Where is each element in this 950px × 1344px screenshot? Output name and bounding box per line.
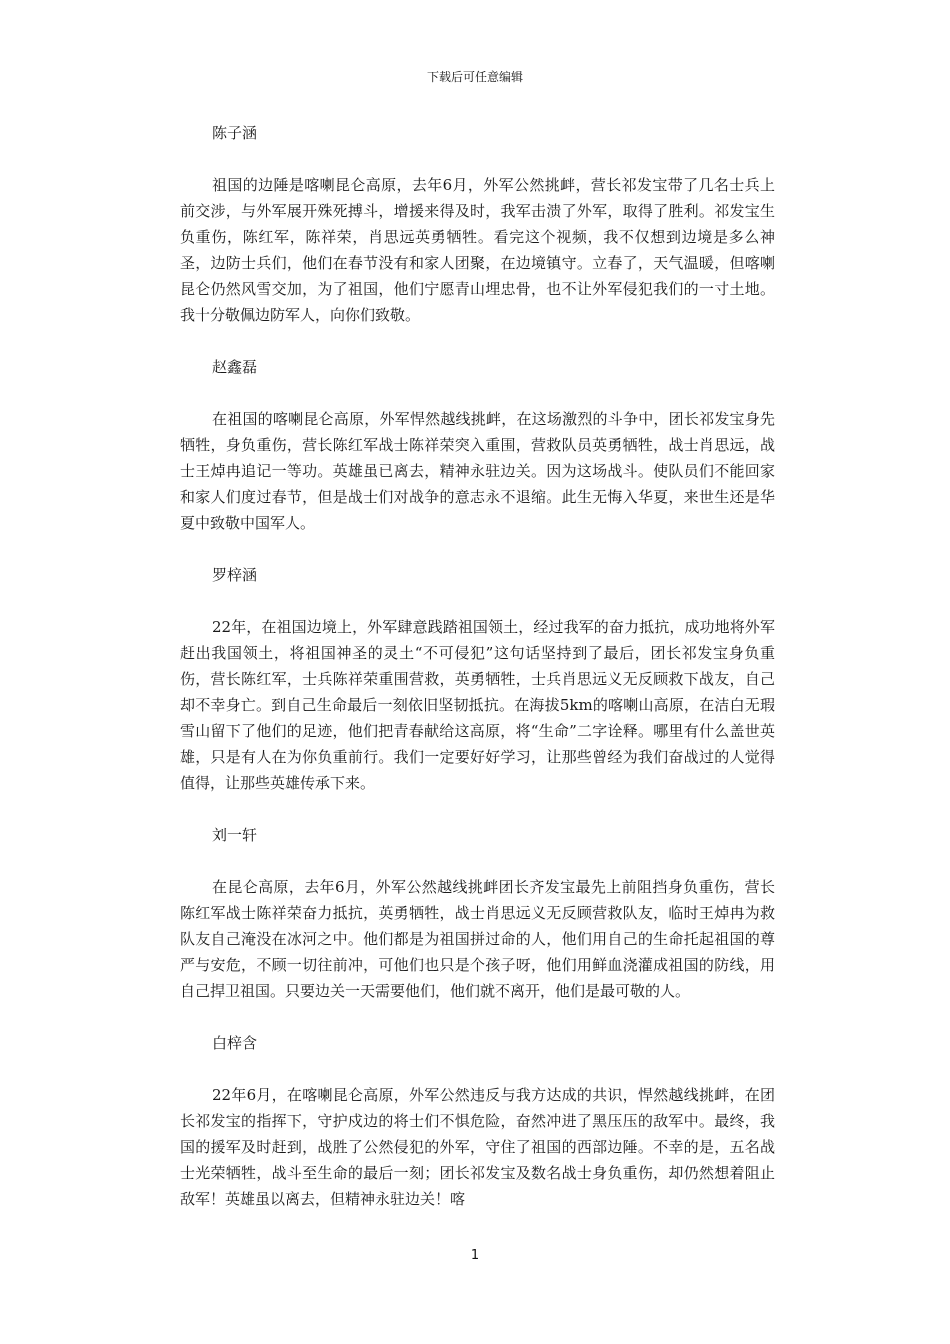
essay-section xyxy=(180,354,775,536)
page-number: 1 xyxy=(470,1248,480,1263)
essay-section xyxy=(180,120,775,328)
author-name: 刘一轩 xyxy=(212,826,258,844)
essay-paragraph: 祖国的边陲是喀喇昆仑高原，去年6月，外军公然挑衅，营长祁发宝带了几名士兵上前交涉，与外军展开殊死搏斗，增援来得及时，我军击溃了外军，取得了胜利。祁发宝生负重伤，陈红军，陈祥荣，肖思远英勇牺牲。看完这个视频，我不仅想到边境是多么神圣，边防士兵们，他们在春节没有和家人团聚，在边境镇守。立春了，天气温暖，但喀喇昆仑仍然风雪交加，为了祖国，他们宁愿青山埋忠骨，也不让外军侵犯我们的一寸土地。我十分敬佩边防军人，向你们致敬。 xyxy=(180,176,775,324)
essay-paragraph: 22年，在祖国边境上，外军肆意践踏祖国领土，经过我军的奋力抵抗，成功地将外军赶出我国领土，将祖国神圣的灵土“不可侵犯”这句话坚持到了最后，团长祁发宝身负重伤，营长陈红军，士兵陈祥荣重围营救，英勇牺牲，士兵肖思远义无反顾救下战友，自己却不幸身亡。到自己生命最后一刻依旧坚韧抵抗。在海拔5km的喀喇山高原，在洁白无瑕雪山留下了他们的足迹，他们把青春献给这高原，将“生命”二字诠释。哪里有什么盖世英雄，只是有人在为你负重前行。我们一定要好好学习，让那些曾经为我们奋战过的人觉得值得，让那些英雄传承下来。 xyxy=(180,618,775,792)
author-name: 白梓含 xyxy=(212,1034,258,1052)
author-name: 赵鑫磊 xyxy=(212,358,258,376)
essay-paragraph: 在昆仑高原，去年6月，外军公然越线挑衅团长齐发宝最先上前阻挡身负重伤，营长陈红军战士陈祥荣奋力抵抗，英勇牺牲，战士肖思远义无反顾营救队友，临时王焯冉为救队友自己淹没在冰河之中。他们都是为祖国拼过命的人，他们用自己的生命托起祖国的尊严与安危，不顾一切往前冲，可他们也只是个孩子呀，他们用鲜血浇灌成祖国的防线，用自己捍卫祖国。只要边关一天需要他们，他们就不离开，他们是最可敬的人。 xyxy=(180,878,775,1000)
author-name: 罗梓涵 xyxy=(212,566,258,584)
document-body xyxy=(180,120,775,1238)
essay-section xyxy=(180,822,775,1004)
essay-paragraph: 22年6月，在喀喇昆仑高原，外军公然违反与我方达成的共识，悍然越线挑衅，在团长祁发宝的指挥下，守护戍边的将士们不惧危险，奋然冲进了黑压压的敌军中。最终，我国的援军及时赶到，战胜了公然侵犯的外军，守住了祖国的西部边陲。不幸的是，五名战士光荣牺牲，战斗至生命的最后一刻；团长祁发宝及数名战士身负重伤，却仍然想着阻止敌军！英雄虽以离去，但精神永驻边关！喀 xyxy=(180,1086,775,1208)
author-name: 陈子涵 xyxy=(212,124,258,142)
essay-section xyxy=(180,1030,775,1212)
essay-paragraph: 在祖国的喀喇昆仑高原，外军悍然越线挑衅，在这场激烈的斗争中，团长祁发宝身先牺牲，身负重伤，营长陈红军战士陈祥荣突入重围，营救队员英勇牺牲，战士肖思远，战士王焯冉追记一等功。英雄虽已离去，精神永驻边关。因为这场战斗。使队员们不能回家和家人们度过春节，但是战士们对战争的意志永不退缩。此生无悔入华夏，来世生还是华夏中致敬中国军人。 xyxy=(180,410,775,532)
essay-section xyxy=(180,562,775,796)
page-header: 下载后可任意编辑 xyxy=(426,70,523,84)
